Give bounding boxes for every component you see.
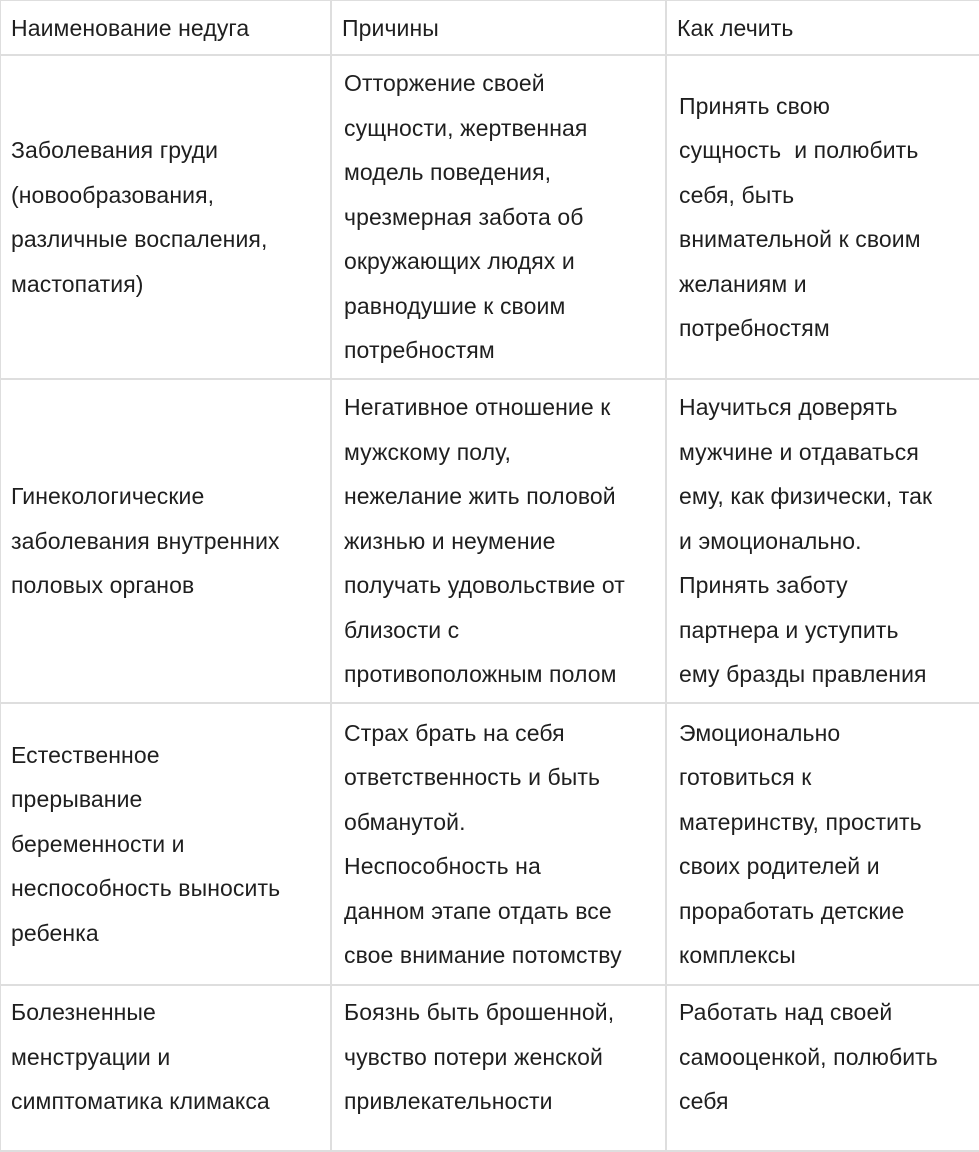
cell-line: комплексы [679,942,796,968]
causes-cell [331,55,666,379]
cell-line: Болезненные [11,999,156,1025]
cell-line: Принять свою [679,92,830,119]
table-row [0,703,979,985]
cell-line: модель поведения, [344,159,552,186]
cell-line: заболевания внутренних [11,527,280,554]
cell-line: себя [679,1088,729,1114]
cell-line: чувство потери женской [344,1043,603,1070]
cell-line: Эмоционально [679,719,841,746]
cell-line: себя, быть [679,181,795,208]
cell-line: готовиться к [679,764,812,790]
cell-line: Боязнь быть брошенной, [344,999,615,1025]
cell-line: получать удовольствие от [344,572,625,599]
causes-cell [331,985,666,1151]
header-treatment: Как лечить [666,0,979,55]
treatment-cell [666,379,979,703]
causes-cell [331,379,666,703]
cell-line: свое внимание потомству [344,942,622,968]
cell-line: беременности и [11,830,185,857]
cell-line: желаниям и [679,270,807,297]
cell-line: внимательной к своим [679,226,921,252]
cell-line: Неспособность на [344,853,541,879]
cell-line: менструации и [11,1043,171,1070]
cell-line: сущность и полюбить [679,137,919,163]
cell-line: и эмоционально. [679,527,862,554]
cell-line: равнодушие к своим [344,292,566,319]
cell-line: Гинекологические [11,483,205,510]
cell-line: окружающих людях и [344,248,575,275]
cell-line: нежелание жить половой [344,483,616,510]
cell-line: мастопатия) [11,270,144,297]
cell-line: симптоматика климакса [11,1088,270,1114]
cell-line: неспособность выносить [11,875,281,902]
cell-line: ему бразды правления [679,661,927,688]
ailment-cell [0,985,331,1151]
cell-line: Отторжение своей [344,70,545,97]
cell-line: жизнью и неумение [344,527,556,554]
ailment-cell [0,379,331,703]
cell-line: Научиться доверять [679,394,898,421]
cell-line: мужскому полу, [344,438,511,465]
cell-line: ребенка [11,919,99,946]
cell-line: потребностям [344,337,495,364]
cell-line: Принять заботу [679,572,848,599]
cell-line: половых органов [11,572,195,599]
cell-line: обманутой. [344,808,466,835]
table-row [0,55,979,379]
cell-line: (новообразования, [11,181,215,208]
cell-line: материнству, простить [679,808,922,835]
cell-line: различные воспаления, [11,226,268,252]
treatment-cell [666,985,979,1151]
cell-line: противоположным полом [344,661,617,688]
cell-line: данном этапе отдать все [344,897,612,924]
cell-line: прерывание [11,786,143,813]
cell-line: привлекательности [344,1088,553,1114]
table-row [0,379,979,703]
header-ailment: Наименование недуга [0,0,331,55]
ailment-cell [0,703,331,985]
cell-line: проработать детские [679,897,905,924]
cell-line: Заболевания груди [11,137,219,163]
cell-line: Страх брать на себя [344,719,565,746]
ailment-cell [0,55,331,379]
cell-line: чрезмерная забота об [344,203,584,230]
cell-line: партнера и уступить [679,616,899,643]
cell-line: ответственность и быть [344,764,601,790]
cell-line: Работать над своей [679,999,893,1025]
cell-line: мужчине и отдаваться [679,438,919,465]
cell-line: своих родителей и [679,853,880,879]
cell-line: потребностям [679,315,830,341]
table-row [0,985,979,1151]
cell-line: Естественное [11,741,160,768]
cell-line: самооценкой, полюбить [679,1043,938,1070]
table-header-row [0,0,979,55]
treatment-cell [666,55,979,379]
cell-line: ему, как физически, так [679,483,933,510]
causes-cell [331,703,666,985]
header-causes: Причины [331,0,666,55]
cell-line: Негативное отношение к [344,394,611,421]
treatment-cell [666,703,979,985]
cell-line: сущности, жертвенная [344,114,588,141]
cell-line: близости с [344,616,460,643]
